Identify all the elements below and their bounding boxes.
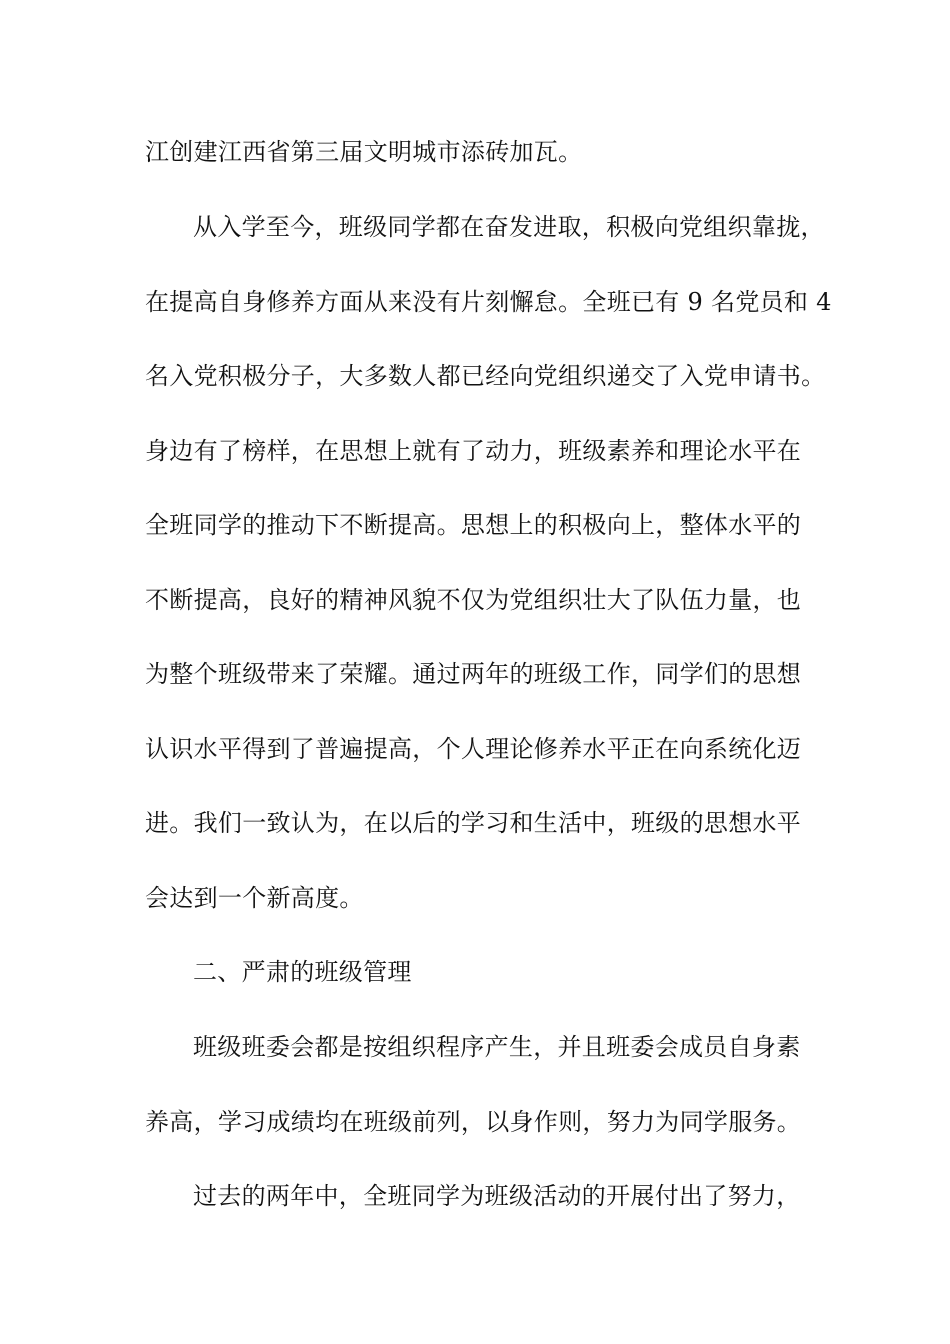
paragraph-line: 进。我们一致认为，在以后的学习和生活中，班级的思想水平 <box>145 809 802 837</box>
paragraph-line: 江创建江西省第三届文明城市添砖加瓦。 <box>145 138 583 166</box>
paragraph-line: 从入学至今，班级同学都在奋发进取，积极向党组织靠拢， <box>193 213 825 241</box>
paragraph-line: 会达到一个新高度。 <box>145 884 364 912</box>
paragraph-line: 过去的两年中，全班同学为班级活动的开展付出了努力， <box>193 1182 801 1210</box>
paragraph-line: 名入党积极分子，大多数人都已经向党组织递交了入党申请书。 <box>145 362 826 390</box>
paragraph-line: 班级班委会都是按组织程序产生，并且班委会成员自身素 <box>193 1033 801 1061</box>
paragraph-line: 在提高自身修养方面从来没有片刻懈怠。全班已有 9 名党员和 4 <box>145 288 832 316</box>
paragraph-line: 认识水平得到了普遍提高，个人理论修养水平正在向系统化迈 <box>145 735 802 763</box>
paragraph-line: 为整个班级带来了荣耀。通过两年的班级工作，同学们的思想 <box>145 660 802 688</box>
paragraph-line: 养高，学习成绩均在班级前列，以身作则，努力为同学服务。 <box>145 1108 802 1136</box>
paragraph-line: 不断提高，良好的精神风貌不仅为党组织壮大了队伍力量，也 <box>145 586 802 614</box>
paragraph-line: 身边有了榜样，在思想上就有了动力，班级素养和理论水平在 <box>145 437 802 465</box>
paragraph-line: 全班同学的推动下不断提高。思想上的积极向上，整体水平的 <box>145 511 802 539</box>
section-heading: 二、严肃的班级管理 <box>193 958 412 986</box>
